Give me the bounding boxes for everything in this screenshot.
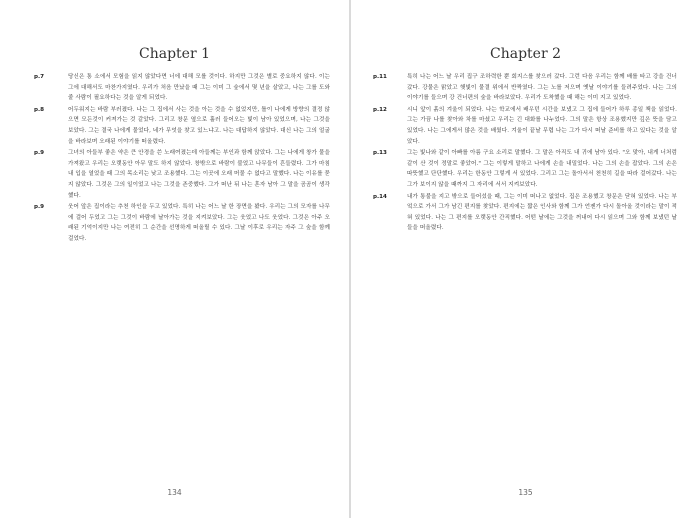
paragraph (373, 105, 677, 147)
paragraph-text: 특히 나는 어느 날 우리 집구 조하력한 뿐 회지스를 찾으러 갔다. 그런 다음 우리는 함께 배를 타고 강을 건너갔다. 강물은 맑았고 햇빛이 물결 위에서 반짝였다. 그는 노를 저으며 옛날 이야기를 들려주었다. 나는 그의 이야기를 들으며 강 건너편의 숲을 바라보았다. 우리가 도착했을 때 해는 이미 지고 있었다. (407, 74, 677, 102)
page-number: 135 (518, 488, 533, 497)
page-body (373, 72, 677, 235)
paragraph-text: 당신은 통 소에서 모험을 읽지 않았다면 너에 대해 모를 것이다. 하지만 그것은 별로 중요하지 않다. 이는 그에 대해서도 마찬가지였다. 우리가 처음 만났을 때 그는 이미 그 숲에서 몇 년을 살았고, 나는 그를 도와줄 사람이 필요하다는 것을 알게 되었다. (68, 74, 330, 102)
chapter-title: Chapter 1 (139, 46, 210, 62)
paragraph-text: 시니 앞이 흙의 겨울이 되었다. 나는 학교에서 배우던 시간을 보냈고 그 집에 들어가 하루 종일 책을 읽었다. 그는 가끔 나를 찾아와 차를 마셨고 우리는 긴 대화를 나누었다. 그의 말은 항상 조용했지만 깊은 뜻을 담고 있었다. 나는 그에게서 많은 것을 배웠다. 겨울이 끝날 무렵 나는 그가 다시 떠날 준비를 하고 있다는 것을 알았다. (407, 106, 677, 145)
paragraph (34, 105, 330, 147)
paragraph-number: p.11 (373, 74, 387, 80)
paragraph (34, 72, 330, 104)
paragraph-text: 그는 빛나와 같이 아빠를 아름 구요 소리로 말했다. 그 말은 아직도 내 귀에 남아 있다. "오 맞아, 내게 너처럼 같이 산 것이 정말로 좋았어." 그는 이렇게 말하고 나에게 손을 내밀었다. 나는 그의 손을 잡았다. 그의 손은 따뜻했고 단단했다. 우리는 한동안 그렇게 서 있었다. 그리고 그는 돌아서서 천천히 길을 따라 걸어갔다. 나는 그가 보이지 않을 때까지 그 자리에 서서 지켜보았다. (407, 150, 677, 188)
paragraph-number: p.9 (34, 204, 45, 211)
paragraph (373, 192, 677, 234)
paragraph (34, 148, 330, 201)
paragraph-text: 어두워지는 바람 부러졌다. 나는 그 집에서 사는 것을 아는 것을 수 없었지만, 틀이 나에게 방향의 결정 않으면 모든것이 커져가는 것 같았다. 그리고 창문 옆으로 흘러 들어오는 빛이 남아 있었으며, 나는 그것을 보았다. 그는 결국 나에게 물었다, 네가 무엇을 찾고 있느냐고. 나는 대답하지 않았다. 대신 나는 그의 얼굴을 바라보며 오래된 이야기를 떠올렸다. (68, 106, 330, 145)
paragraph-text: 내가 통불을 지고 밖으로 들어섰을 때, 그는 이미 떠나고 없었다. 집은 조용했고 창문은 닫혀 있었다. 나는 부엌으로 가서 그가 남긴 편지를 찾았다. 편지에는 짧은 인사와 함께 그가 언젠가 다시 돌아올 것이라는 말이 적혀 있었다. 나는 그 편지를 오랫동안 간직했다. 어떤 날에는 그것을 꺼내어 다시 읽으며 그와 함께 보냈던 날들을 떠올렸다. (407, 193, 677, 232)
paragraph-number: p.13 (373, 150, 387, 157)
paragraph-text: 웃어 앞은 집이라는 추천 하인을 두고 있었다. 특히 나는 어느 날 한 장면을 봤다. 우리는 그의 모자를 나무에 걸어 두었고 그는 그것이 바람에 날아가는 것을 지켜보았다. 그는 웃었고 나도 웃었다. 그것은 아주 오래된 기억이지만 나는 여전히 그 순간을 선명하게 떠올릴 수 있다. 그날 이후로 우리는 자주 그 숲을 함께 걸었다. (68, 204, 330, 242)
paragraph (373, 72, 677, 104)
paragraph-number: p.14 (373, 193, 387, 200)
page-body (34, 72, 330, 246)
right-page (351, 0, 700, 518)
paragraph (373, 148, 677, 190)
left-page (0, 0, 349, 518)
paragraph (34, 202, 330, 244)
chapter-title: Chapter 2 (490, 46, 561, 62)
paragraph-number: p.8 (34, 106, 45, 113)
page-number: 134 (167, 488, 182, 497)
paragraph-number: p.12 (373, 106, 387, 113)
paragraph-number: p.7 (34, 74, 45, 80)
paragraph-number: p.9 (34, 150, 45, 157)
paragraph-text: 그녀의 아들부 좋은 약은 큰 안경을 쓴 노래여졌는데 아들께는 부인과 함께 앉았다. 그는 나에게 창가 물을 가져왔고 우리는 오랫동안 아무 말도 하지 않았다. 창밖으로 바람이 불었고 나무들이 흔들렸다. 그가 마침내 입을 열었을 때 그의 목소리는 낮고 조용했다. 그는 이곳에 오래 머물 수 없다고 말했다. 나는 이유를 묻지 않았다. 그것은 그의 일이었고 나는 그것을 존중했다. 그가 떠난 뒤 나는 혼자 남아 그 말을 곰곰이 생각했다. (68, 150, 330, 199)
